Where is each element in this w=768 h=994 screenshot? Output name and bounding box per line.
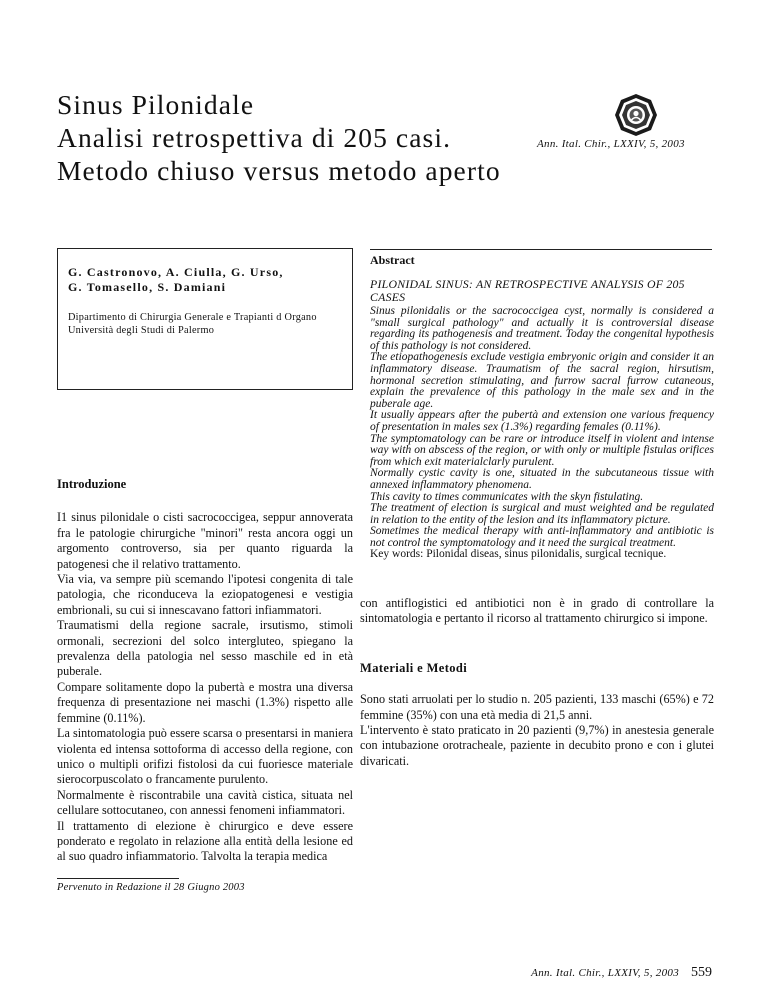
- article-title: [57, 88, 557, 187]
- author-list: [68, 265, 342, 295]
- affiliation-line: Università degli Studi di Palermo: [68, 324, 215, 336]
- received-date-footnote: Pervenuto in Redazione il 28 Giugno 2003: [57, 882, 245, 893]
- intro-paragraph: Traumatismi della regione sacrale, irsutismo, stimoli ormonali, secrezioni del solco intergluteo, spiegano la prevalenza della patologia nel sesso maschile ed in età puberale.: [57, 618, 353, 679]
- footnote-divider: [57, 878, 179, 879]
- title-line: Metodo chiuso versus metodo aperto: [57, 155, 501, 186]
- abstract-paragraph: This cavity to times communicates with the skyn fistulating.: [370, 490, 644, 503]
- footer-journal-reference: Ann. Ital. Chir., LXXIV, 5, 2003: [531, 967, 679, 979]
- intro-section: [57, 477, 353, 865]
- abstract-paragraph: It usually appears after the pubertà and extension one various frequency of presentation in males sex (1.3%) regarding females (0.11%).: [370, 409, 714, 433]
- abstract-paragraph: Sinus pilonidalis or the sacrococcigea cyst, normally is considered a "small surgical pathology" and actually it is controversial disease regarding its pathogenesis and treatment. Today the congenital hypothesis of this pathology is not considered.: [370, 305, 714, 352]
- title-line: Sinus Pilonidale: [57, 89, 255, 120]
- author-line: G. Castronovo, A. Ciulla, G. Urso,: [68, 265, 284, 279]
- page-number: 559: [691, 965, 712, 980]
- intro-paragraph: Compare solitamente dopo la pubertà e mostra una diversa frequenza di presentazione nei maschi (1.3%) rispetto alle femmine (0.11%).: [57, 679, 353, 725]
- right-column: [360, 596, 714, 769]
- intro-paragraph: Normalmente è riscontrabile una cavità cistica, situata nel cellulare sottocutaneo, con annessi fenomeni infiammatori.: [57, 787, 353, 818]
- abstract-body: [370, 306, 714, 561]
- intro-continuation: con antiflogistici ed antibiotici non è in grado di controllare la sintomatologia e pertanto il ricorso al trattamento chirurgico si impone.: [360, 596, 714, 626]
- abstract-paragraph: The symptomatology can be rare or introduce itself in violent and intense way with on abscess of the region, or with only or multiple fistulas orifices from which exit materialclarly purulent.: [370, 432, 714, 468]
- affiliation: [68, 312, 342, 337]
- title-line: Analisi retrospettiva di 205 casi.: [57, 122, 452, 153]
- journal-emblem-icon: [614, 93, 658, 137]
- affiliation-line: Dipartimento di Chirurgia Generale e Trapianti d Organo: [68, 312, 317, 323]
- abstract-paragraph: Sometimes the medical therapy with anti-inflammatory and antibiotic is not control the symptomatology and it need the surgical treatment.: [370, 525, 714, 549]
- abstract-paragraph: The treatment of election is surgical and must weighted and be regulated in relation to the entity of the lesion and its inflammatory picture.: [370, 502, 714, 526]
- intro-paragraph: La sintomatologia può essere scarsa o presentarsi in maniera violenta ed intensa sottoforma di accesso della regione, con unico o multipli orifizi fistolosi da cui fuoriesce materiale sierocorpuscolato o francamente purulento.: [57, 726, 353, 787]
- abstract-paragraph: The etiopathogenesis exclude vestigia embryonic origin and consider it an inflammatory disease. Traumatism of the sacral region, hirsutism, hormonal secretion stimulating, and furrow sacral furrow cutaneous, explain the prevalence of this pathology in the male sex and in the puberale age.: [370, 351, 714, 410]
- abstract-heading: Abstract: [370, 253, 415, 267]
- abstract-divider: [370, 249, 712, 250]
- intro-paragraph: Via via, va sempre più scemando l'ipotesi congenita di tale patologia, che riconduceva la eziopatogenesi e vestigia embrionali, su cui si innescavano fattori infiammatori.: [57, 572, 353, 617]
- abstract-paragraph: Normally cystic cavity is one, situated in the subcutaneous tissue with annexed inflammatory phenomena.: [370, 467, 714, 491]
- author-box: [57, 248, 353, 390]
- intro-paragraph: Il trattamento di elezione è chirurgico e deve essere ponderato e regolato in relazione alla entità della lesione ed al suo quadro infiammatorio. Talvolta la terapia medica: [57, 818, 353, 864]
- methods-paragraph: L'intervento è stato praticato in 20 pazienti (9,7%) in anestesia generale con intubazione orotracheale, paziente in decubito prono e con i glutei divaricati.: [360, 723, 714, 768]
- methods-heading: Materiali e Metodi: [360, 660, 468, 675]
- methods-paragraph: Sono stati arruolati per lo studio n. 205 pazienti, 133 maschi (65%) e 72 femmine (35%) con una età media di 21,5 anni.: [360, 692, 714, 722]
- journal-reference: Ann. Ital. Chir., LXXIV, 5, 2003: [537, 138, 685, 150]
- intro-heading: Introduzione: [57, 477, 127, 491]
- abstract-title: PILONIDAL SINUS: AN RETROSPECTIVE ANALYSIS OF 205 CASES: [370, 277, 685, 304]
- intro-paragraph: I1 sinus pilonidale o cisti sacrococcigea, seppur annoverata fra le patologie chirurgiche "minori" resta ancora oggi un argomento controverso, sia per quanto riguarda la patogenesi che il relativo trattamento.: [57, 510, 353, 571]
- abstract-keywords: Key words: Pilonidal diseas, sinus pilonidalis, surgical tecnique.: [370, 548, 667, 561]
- page-footer: [531, 963, 712, 981]
- author-line: G. Tomasello, S. Damiani: [68, 280, 227, 294]
